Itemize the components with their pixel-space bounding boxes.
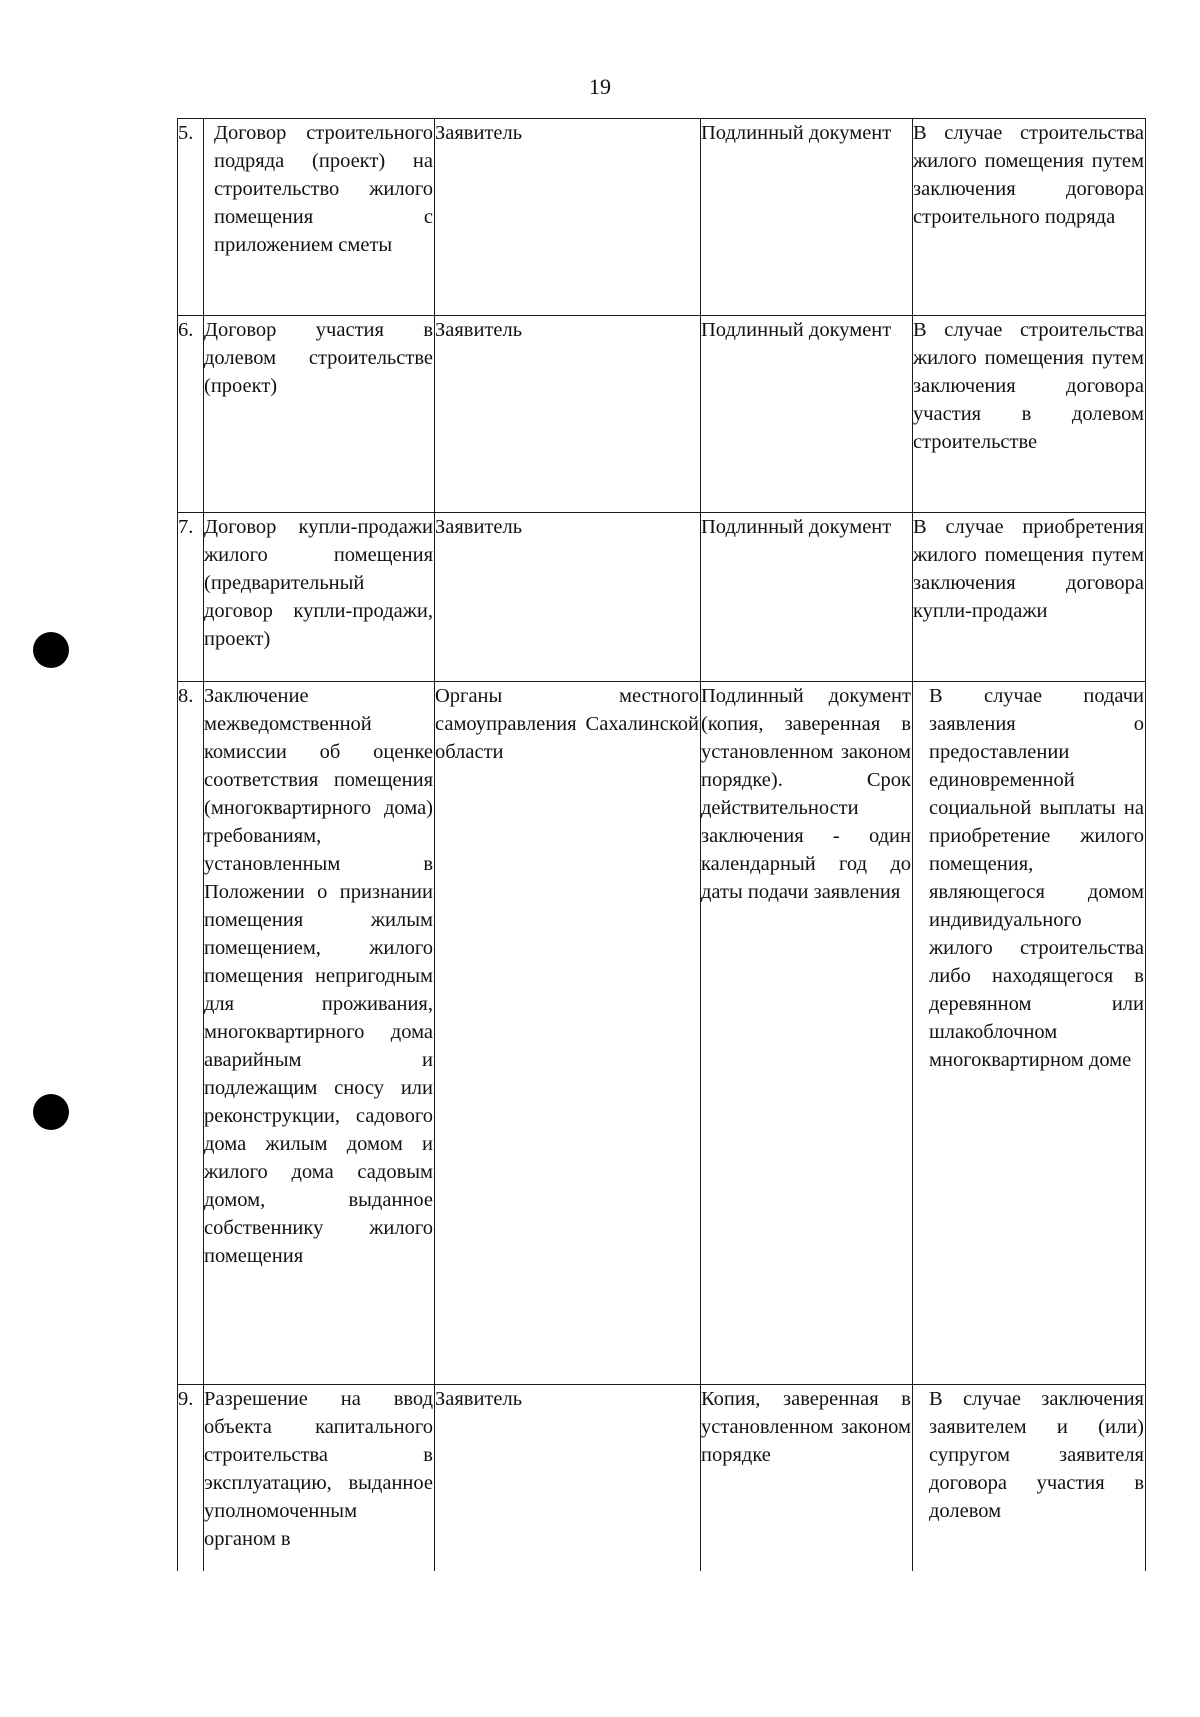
document-form-cell: Копия, заверенная в установленном законом порядке xyxy=(701,1385,913,1572)
row-number: 5. xyxy=(178,119,204,316)
provider-cell: Заявитель xyxy=(435,513,701,682)
row-number: 7. xyxy=(178,513,204,682)
page-number: 19 xyxy=(589,74,611,99)
table-row xyxy=(178,119,1146,316)
condition-cell: В случае заключения заявителем и (или) супругом заявителя договора участия в долевом xyxy=(913,1385,1146,1572)
provider-cell: Заявитель xyxy=(435,316,701,513)
table-row xyxy=(178,513,1146,682)
condition-cell: В случае подачи заявления о предоставлении единовременной социальной выплаты на приобретение жилого помещения, являющегося домом индивидуального жилого строительства либо находящегося в деревянном или шлакоблочном многоквартирном доме xyxy=(913,682,1146,1385)
document-name-cell: Заключение межведомственной комиссии об оценке соответствия помещения (многоквартирного дома) требованиям, установленным в Положении о признании помещения жилым помещением, жилого помещения непригодным для проживания, многоквартирного дома аварийным и подлежащим сносу или реконструкции, садового дома жилым домом и жилого дома садовым домом, выданное собственнику жилого помещения xyxy=(204,682,435,1385)
row-number: 8. xyxy=(178,682,204,1385)
document-name-cell: Договор купли-продажи жилого помещения (предварительный договор купли-продажи, проект) xyxy=(204,513,435,682)
punch-hole xyxy=(33,632,69,668)
table-row xyxy=(178,1385,1146,1572)
provider-cell: Заявитель xyxy=(435,119,701,316)
document-form-cell: Подлинный документ (копия, заверенная в установленном законом порядке). Срок действительности заключения - один календарный год до даты подачи заявления xyxy=(701,682,913,1385)
condition-cell: В случае строительства жилого помещения путем заключения договора строительного подряда xyxy=(913,119,1146,316)
row-number: 9. xyxy=(178,1385,204,1572)
document-name-cell: Договор участия в долевом строительстве (проект) xyxy=(204,316,435,513)
documents-table xyxy=(177,118,1146,1571)
condition-cell: В случае приобретения жилого помещения путем заключения договора купли-продажи xyxy=(913,513,1146,682)
provider-cell: Заявитель xyxy=(435,1385,701,1572)
document-form-cell: Подлинный документ xyxy=(701,513,913,682)
document-form-cell: Подлинный документ xyxy=(701,316,913,513)
provider-cell: Органы местного самоуправления Сахалинской области xyxy=(435,682,701,1385)
document-form-cell: Подлинный документ xyxy=(701,119,913,316)
table-row xyxy=(178,316,1146,513)
punch-hole xyxy=(33,1094,69,1130)
document-name: Договор строительного подряда (проект) на строительство жилого помещения с приложением сметы xyxy=(214,122,433,256)
document-name-cell: Разрешение на ввод объекта капитального строительства в эксплуатацию, выданное уполномоченным органом в xyxy=(204,1385,435,1572)
document-name-cell xyxy=(204,119,435,316)
condition-cell: В случае строительства жилого помещения путем заключения договора участия в долевом строительстве xyxy=(913,316,1146,513)
row-number: 6. xyxy=(178,316,204,513)
table-row xyxy=(178,682,1146,1385)
